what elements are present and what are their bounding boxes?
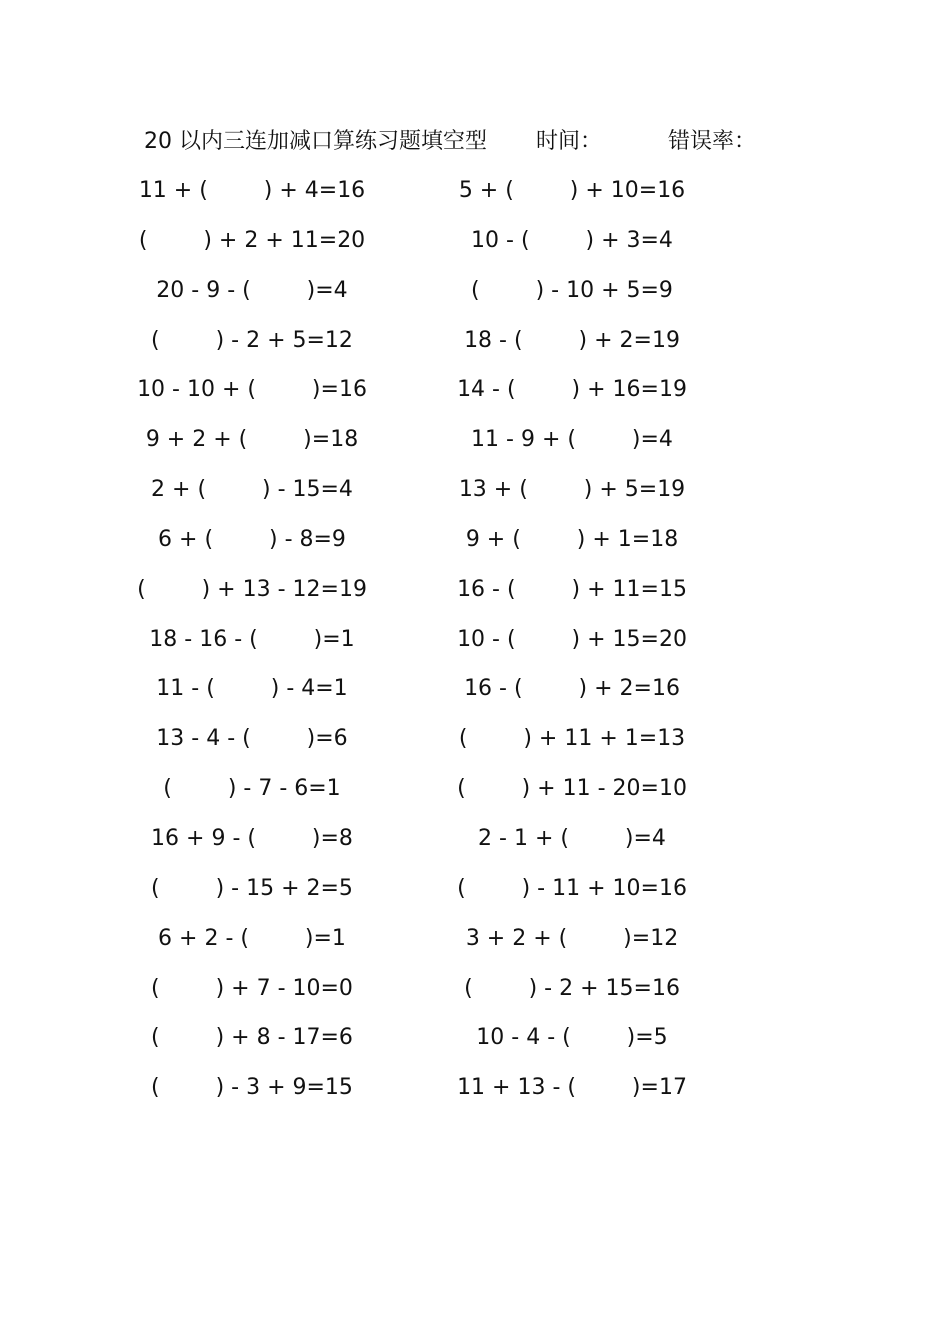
error-rate-label: 错误率： (668, 129, 757, 154)
problem-right: 16 - ( ) + 2=16 (464, 676, 680, 702)
problem-left: ( ) + 13 - 12=19 (137, 576, 367, 602)
time-label: 时间： (536, 129, 603, 154)
problem-left: ( ) + 8 - 17=6 (151, 1025, 353, 1051)
problem-right: 5 + ( ) + 10=16 (458, 178, 686, 203)
problem-right: ( ) - 2 + 15=16 (464, 975, 680, 1001)
problems-left-column (122, 166, 382, 1113)
problem-right: 14 - ( ) + 16=19 (457, 377, 687, 403)
problem-right: 13 + ( ) + 5=19 (458, 477, 686, 503)
problem-left: 9 + 2 + ( )=18 (145, 427, 359, 453)
problem-left: 2 + ( ) - 15=4 (151, 477, 353, 503)
problem-left: 16 + 9 - ( )=8 (151, 825, 353, 851)
problem-left: ( ) + 2 + 11=20 (138, 227, 366, 253)
problem-left: 13 - 4 - ( )=6 (156, 726, 348, 752)
problem-right: 3 + 2 + ( )=12 (465, 925, 679, 951)
problem-right: 10 - 4 - ( )=5 (476, 1025, 668, 1051)
problem-left: 11 + ( ) + 4=16 (138, 178, 366, 203)
problem-left: 6 + 2 - ( )=1 (158, 925, 346, 951)
problem-left: 20 - 9 - ( )=4 (156, 277, 348, 303)
problem-left: 10 - 10 + ( )=16 (137, 377, 367, 403)
problem-right: 18 - ( ) + 2=19 (464, 327, 680, 353)
problem-right: 11 - 9 + ( )=4 (471, 427, 673, 453)
problem-right: ( ) + 11 - 20=10 (457, 776, 687, 802)
worksheet-header (144, 124, 784, 160)
problem-left: 6 + ( ) - 8=9 (158, 526, 346, 552)
problem-right: 2 - 1 + ( )=4 (478, 825, 666, 851)
problem-left: ( ) - 3 + 9=15 (151, 1075, 353, 1101)
problem-right: ( ) + 11 + 1=13 (458, 726, 686, 752)
problem-left: ( ) - 15 + 2=5 (151, 875, 353, 901)
problem-left: ( ) - 2 + 5=12 (151, 327, 353, 353)
problem-right: 9 + ( ) + 1=18 (465, 526, 679, 552)
problem-left: 11 - ( ) - 4=1 (156, 676, 348, 702)
problem-right: ( ) - 11 + 10=16 (457, 875, 687, 901)
problem-left: 18 - 16 - ( )=1 (149, 626, 355, 652)
problem-right: 10 - ( ) + 3=4 (471, 227, 673, 253)
problem-right: 16 - ( ) + 11=15 (457, 576, 687, 602)
problems-right-column (442, 166, 702, 1113)
problem-right: 11 + 13 - ( )=17 (457, 1075, 687, 1101)
problem-right: ( ) - 10 + 5=9 (471, 277, 673, 303)
problem-left: ( ) - 7 - 6=1 (163, 776, 341, 802)
problem-right: 10 - ( ) + 15=20 (457, 626, 687, 652)
worksheet-title: 20 以内三连加减口算练习题填空型 (144, 129, 487, 154)
problem-left: ( ) + 7 - 10=0 (151, 975, 353, 1001)
